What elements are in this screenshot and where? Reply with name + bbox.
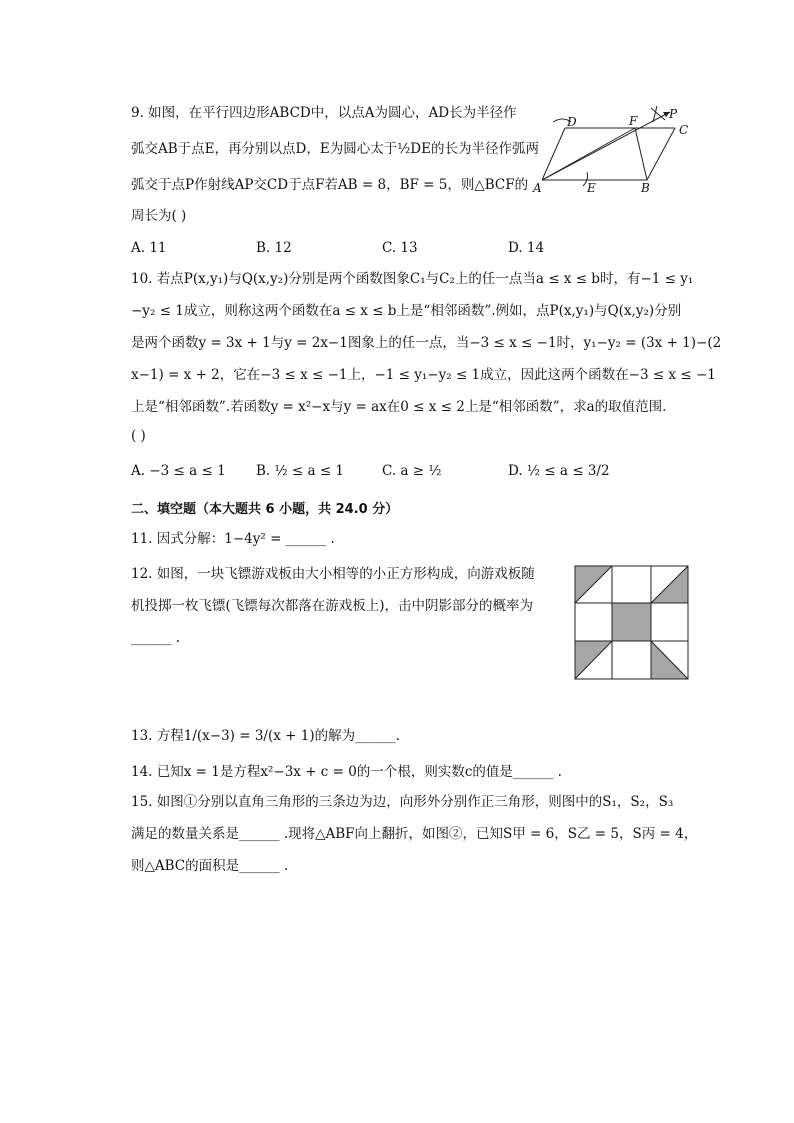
q14-line: 14. 已知x = 1是方程x²−3x + c = 0的一个根，则实数c的值是______ . (131, 764, 562, 780)
q9-line-2: 弧交AB于点E，再分别以点D，E为圆心太于½DE的长为半径作弧两 (131, 141, 539, 157)
q9-option-b: B. 12 (256, 240, 292, 256)
q9-line-1: 9. 如图，在平行四边形ABCD中，以点A为圆心，AD长为半径作 (131, 105, 517, 121)
q9-option-c: C. 13 (382, 240, 418, 256)
q10-option-c: C. a ≥ ½ (382, 463, 442, 479)
q12-line-2: 机投掷一枚飞镖(飞镖每次都落在游戏板上)，击中阴影部分的概率为 (131, 598, 534, 614)
label-a: A (533, 181, 542, 195)
q10-option-a: A. −3 ≤ a ≤ 1 (131, 463, 226, 479)
q15-line-1: 15. 如图①分别以直角三角形的三条边为边，向形外分别作正三角形，则图中的S₁，S₂，S₃ (131, 794, 674, 810)
q10-line-2: −y₂ ≤ 1成立，则称这两个函数在a ≤ x ≤ b上是“相邻函数”.例如，点P(x,y₁)与Q(x,y₂)分别 (131, 303, 682, 319)
dartboard-figure (574, 565, 690, 681)
q10-option-d: D. ½ ≤ a ≤ 3/2 (508, 463, 610, 479)
q12-line-1: 12. 如图，一块飞镖游戏板由大小相等的小正方形构成，向游戏板随 (131, 566, 535, 582)
parallelogram-figure (525, 100, 705, 200)
label-b: B (641, 181, 650, 195)
label-c: C (679, 123, 689, 137)
q10-line-3: 是两个函数y = 3x + 1与y = 2x−1图象上的任一点，当−3 ≤ x ≤ −1时，y₁−y₂ = (3x + 1)−(2 (131, 335, 722, 351)
q15-line-3: 则△ABC的面积是______ . (131, 858, 289, 874)
q9-line-3: 弧交于点P作射线AP交CD于点F若AB = 8，BF = 5，则△BCF的 (131, 177, 529, 193)
q11-line: 11. 因式分解：1−4y² = ______ . (131, 531, 335, 547)
label-f: F (629, 114, 638, 128)
q9-option-d: D. 14 (508, 240, 545, 256)
q10-line-6: ( ) (131, 428, 146, 444)
q9-line-4: 周长为( ) (131, 208, 187, 224)
q15-line-2: 满足的数量关系是______ .现将△ABF向上翻折，如图②，已知S甲 = 6，S乙 = 5，S丙 = 4， (131, 826, 698, 842)
label-p: P (669, 107, 678, 121)
q10-line-5: 上是“相邻函数”.若函数y = x²−x与y = ax在0 ≤ x ≤ 2上是“相邻函数”，求a的取值范围. (131, 399, 667, 415)
q10-option-b: B. ½ ≤ a ≤ 1 (256, 463, 345, 479)
q10-line-1: 10. 若点P(x,y₁)与Q(x,y₂)分别是两个函数图象C₁与C₂上的任一点当a ≤ x ≤ b时，有−1 ≤ y₁ (131, 271, 694, 287)
section-heading: 二、填空题（本大题共 6 小题，共 24.0 分） (131, 502, 399, 517)
label-d: D (567, 115, 577, 129)
q9-option-a: A. 11 (131, 240, 167, 256)
q13-line: 13. 方程1/(x−3) = 3/(x + 1)的解为______. (131, 728, 400, 744)
q10-line-4: x−1) = x + 2，它在−3 ≤ x ≤ −1上，−1 ≤ y₁−y₂ ≤ 1成立，因此这两个函数在−3 ≤ x ≤ −1 (131, 367, 716, 383)
label-e: E (587, 181, 596, 195)
q12-line-3: ______ . (131, 630, 181, 646)
